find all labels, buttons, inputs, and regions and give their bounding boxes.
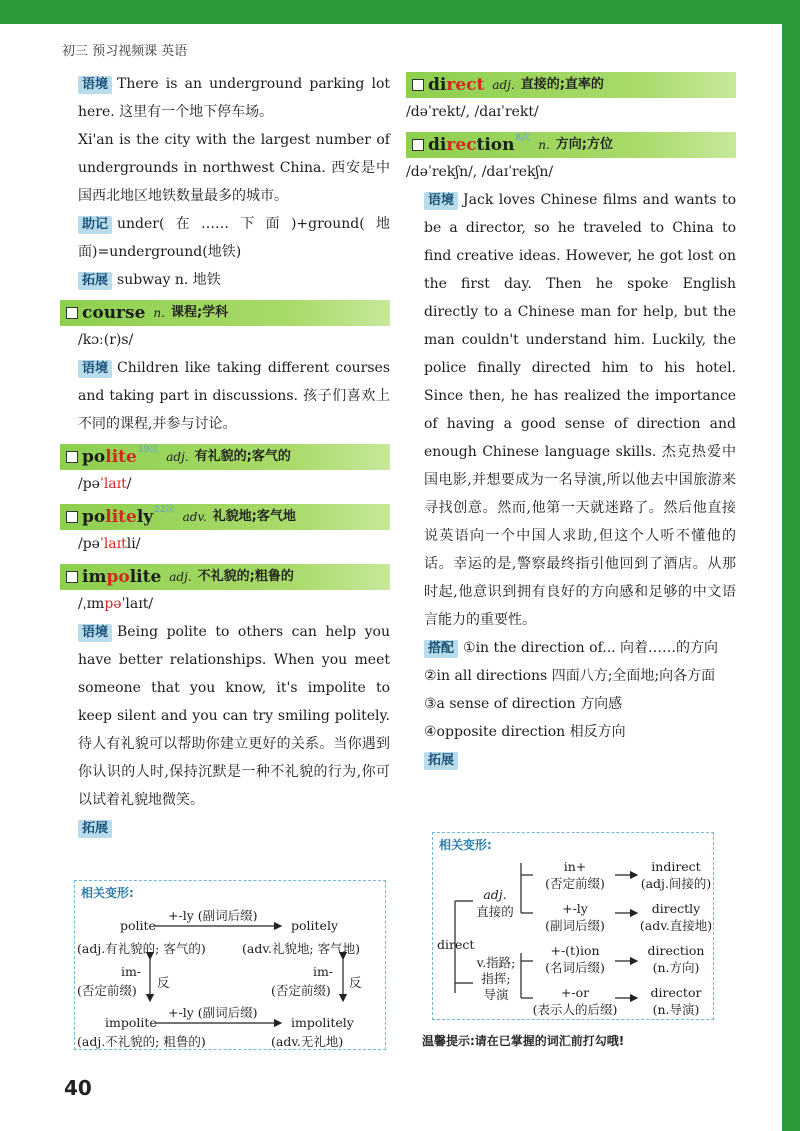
checkbox-politely[interactable] [66,511,78,523]
diagram-title: 相关变形: [81,886,134,900]
polite-forms-diagram [74,880,386,1050]
collocation-3: ③a sense of direction 方向感 [424,696,623,712]
dg-indirect: indirect (adj.间接的) [640,859,712,891]
checkbox-direct[interactable] [412,79,424,91]
dg-impolitely: impolitely [291,1015,354,1030]
dg-verb: v.指路; 指挥; 导演 [476,955,516,1002]
phonetic-direction: /dəˈrekʃn/, /daɪˈrekʃn/ [406,164,554,180]
collocation-4: ④opposite direction 相反方向 [424,724,626,740]
expand-tag: 拓展 [424,752,458,770]
phonetic-course: /kɔː(r)s/ [78,332,134,348]
dg-fan-left: 反 [157,975,170,990]
dg-politely: politely [291,918,339,933]
dg-fan-right: 反 [349,975,362,990]
collocation-2: ②in all directions 四面八方;全面地;向各方面 [424,668,716,684]
checkbox-polite[interactable] [66,451,78,463]
dg-in: in+ (否定前缀) [545,859,605,891]
dg-impolite-cn: (adj.不礼貌的; 粗鲁的) [77,1034,206,1049]
dg-im-left: im- [121,964,142,979]
dg-director: director (n.导演) [650,985,702,1017]
phonetic-impolite: /ˌɪmpəˈlaɪt/ [78,596,154,612]
checkbox-impolite[interactable] [66,571,78,583]
context-tag: 语境 [78,76,112,94]
dg-im-cn-left: (否定前缀) [77,983,137,998]
diagram-title: 相关变形: [439,838,492,852]
context-tag: 语境 [78,360,112,378]
word-polite: polite$^{19次}$ adj. 有礼貌的;客气的 [60,444,390,470]
word-impolite: impolite adj. 不礼貌的;粗鲁的 [60,564,390,590]
tip-note: 温馨提示:请在已掌握的词汇前打勾哦! [422,1034,625,1048]
underground-context-2: Xi'an is the city with the largest number of undergrounds in northwest China. 西安是中国西北地区地铁数量最多的城市。 [78,132,390,204]
dg-ly-bottom: +-ly (副词后缀) [168,1005,258,1020]
phonetic-direct: /dəˈrekt/, /daɪˈrekt/ [406,104,539,120]
context-tag: 语境 [78,624,112,642]
underground-memory: 助记 under(在……下面)+ground(地面)=underground(地铁) [78,216,390,260]
dg-tion: +-(t)ion (名词后缀) [545,943,605,975]
dg-direction: direction (n.方向) [647,943,705,975]
dg-ly-top: +-ly (副词后缀) [168,908,258,923]
polite-context: 语境 Being polite to others can help you have better relationships. When you meet someone that you know, it's impolite to keep silent and you can try smiling politely. 待人有礼貌可以帮助你建立更好的关系。当你遇到你认识的人时,保持沉默是一种不礼貌的行为,你可以试着礼貌地微笑。 [78,624,390,808]
dg-impolite: impolite [105,1015,157,1030]
course-context: 语境 Children like taking different courses and taking part in discussions. 孩子们喜欢上不同的课程,并参与讨论。 [78,360,390,432]
context-tag: 语境 [424,192,458,210]
phonetic-politely: /pəˈlaɪtli/ [78,536,141,552]
dg-adj: adj. 直接的 [476,887,514,919]
top-band [0,0,800,24]
checkbox-course[interactable] [66,307,78,319]
page-number: 40 [64,1076,92,1100]
checkbox-direction[interactable] [412,139,424,151]
page-header: 初三 预习视频课 英语 [62,44,188,59]
word-politely: politely$^{22次}$ adv. 礼貌地;客气地 [60,504,390,530]
dg-im-right: im- [313,964,334,979]
phonetic-polite: /pəˈlaɪt/ [78,476,132,492]
dg-politely-cn: (adv.礼貌地; 客气地) [242,941,360,956]
left-column [78,70,390,842]
right-column [406,70,736,774]
memory-tag: 助记 [78,216,112,234]
collocation-tag: 搭配 [424,640,458,658]
expand-tag: 拓展 [78,272,112,290]
dg-or: +-or (表示人的后缀) [532,985,618,1017]
dg-polite: polite [120,918,156,933]
expand-tag: 拓展 [78,820,112,838]
direction-context: 语境 Jack loves Chinese films and wants to be a director, so he traveled to China to find creative ideas. However, he got lost on the first day. Then he spoke English directly to a Chinese man for help, but the man couldn't understand him. Luckily, the police finally directed him to his hotel. Since then, he has realized the importance of having a good sense of direction and enough Chinese language skills. 杰克热爱中国电影,并想要成为一名导演,所以他去中国旅游来寻找创意。然而,他第一天就迷路了。然后他直接说英语向一个中国人求助,但这个人听不懂他的话。幸运的是,警察最终指引他回到了酒店。从那时起,他意识到拥有良好的方向感和足够的中文语言能力的重要性。 [424,192,736,628]
underground-context-1: 语境 There is an underground parking lot here. 这里有一个地下停车场。 [78,76,390,120]
word-course: course n. 课程;学科 [60,300,390,326]
polite-expand [78,814,390,842]
dg-ly: +-ly (副词后缀) [545,901,605,933]
collocation-1: 搭配 ①in the direction of... 向着……的方向 [406,634,736,662]
direction-expand [406,746,736,774]
dg-impolitely-cn: (adv.无礼地) [271,1034,344,1049]
dg-directly: directly (adv.直接地) [639,901,713,933]
underground-expand: 拓展 subway n. 地铁 [78,266,390,294]
dg-polite-cn: (adj.有礼貌的; 客气的) [77,941,206,956]
direct-forms-diagram [432,832,714,1020]
dg-direct: direct [437,937,475,952]
word-direction: direction$^{8次}$ n. 方向;方位 [406,132,736,158]
word-direct: direct adj. 直接的;直率的 [406,72,736,98]
dg-im-cn-right: (否定前缀) [271,983,331,998]
right-band [782,0,800,1131]
